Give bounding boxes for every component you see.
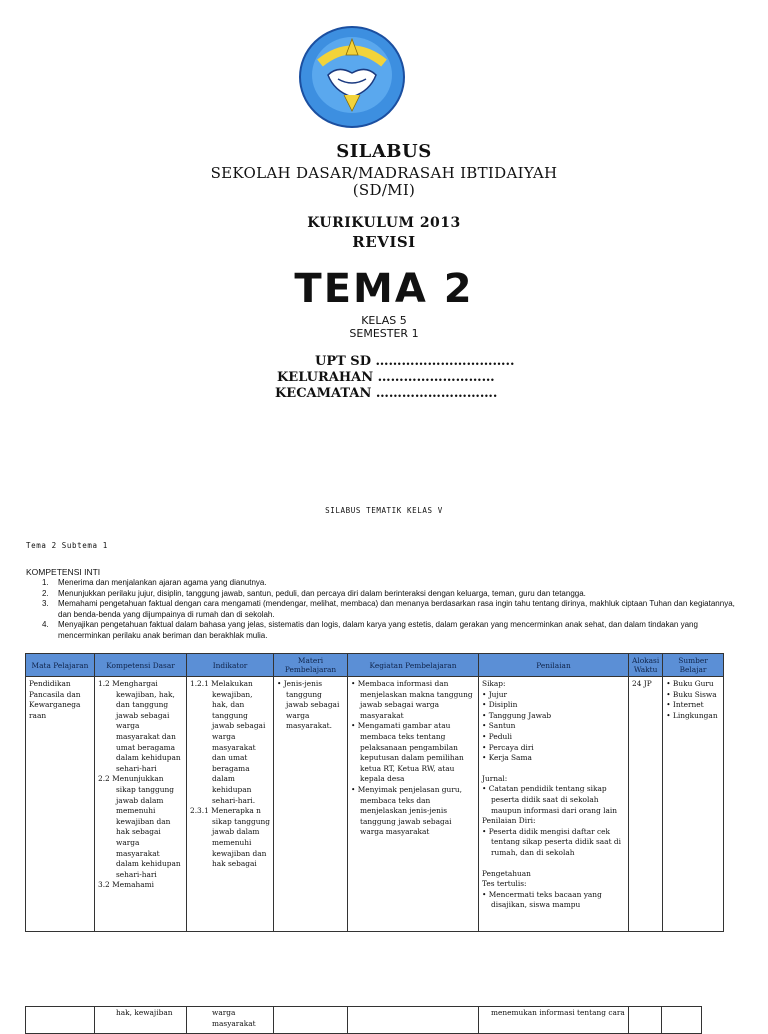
- cont-cell-kd: [95, 1007, 187, 1034]
- diri-label: Penilaian Diri:: [482, 816, 536, 826]
- cont-cell-materi: [274, 1007, 348, 1034]
- list-item: • Disiplin: [482, 700, 518, 710]
- list-item: • Jenis-jenis tanggung jawab sebagai warga masyarakat.: [277, 679, 340, 731]
- list-item: [42, 599, 742, 620]
- kegiatan-text: Menyimak penjelasan guru, membaca teks dan menjelaskan jenis-jenis tanggung jawab sebagai warga masyarakat: [357, 784, 462, 837]
- header-indikator: Indikator: [187, 654, 274, 677]
- sikap-text: Percaya diri: [488, 742, 534, 752]
- curriculum-label: KURIKULUM 2013: [307, 215, 461, 231]
- kd-item: [98, 774, 183, 880]
- kelurahan-field: KELURAHAN ………………………: [277, 370, 495, 385]
- grade-label: KELAS 5: [361, 314, 407, 327]
- syllabus-section-title: SILABUS TEMATIK KELAS V: [325, 506, 443, 515]
- cell-materi: [274, 677, 348, 932]
- list-item: • Lingkungan: [666, 710, 718, 720]
- document-title: SILABUS: [336, 141, 432, 162]
- sumber-text: Buku Siswa: [672, 689, 717, 699]
- indikator-item: [190, 679, 270, 806]
- diri-text: Peserta didik mengisi daftar cek tentang sikap peserta didik saat di rumah, dan di sekolah: [488, 826, 622, 857]
- indikator-number: 1.2.1: [190, 679, 209, 688]
- list-item: • Membaca informasi dan menjelaskan makna tanggung jawab sebagai warga masyarakat: [351, 679, 473, 720]
- core-competency-list: [42, 578, 742, 641]
- kd-number: 1.2: [98, 679, 110, 688]
- list-item: • Percaya diri: [482, 742, 534, 752]
- list-item: • Mencermati teks bacaan yang disajikan, siswa mampu: [482, 889, 602, 910]
- cont-cell-penilaian: [479, 1007, 629, 1034]
- kegiatan-text: Mengamati gambar atau membaca teks tentang pelaksanaan pengambilan keputusan dalam pemilihan ketua RT, Ketua RW, atau kepala desa: [357, 721, 464, 784]
- table-row: [26, 1007, 702, 1034]
- list-item: • Kerja Sama: [482, 753, 532, 763]
- pengetahuan-label: Pengetahuan: [482, 868, 531, 878]
- sikap-text: Santun: [488, 721, 516, 731]
- list-item: • Buku Siswa: [666, 689, 717, 699]
- syllabus-table-continued: [25, 1006, 702, 1034]
- indikator-text: Menerapka n sikap tanggung jawab dalam memenuhi kewajiban dan hak sebagai: [211, 806, 270, 869]
- tut-wuri-handayani-logo: [298, 25, 406, 129]
- cell-indikator: [187, 677, 274, 932]
- subtheme-label: Tema 2 Subtema 1: [26, 541, 108, 550]
- table-header-row: [26, 654, 724, 677]
- kd-text: Menghargai kewajiban, hak, dan tanggung jawab sebagai warga masyarakat dan umat beragama dalam kehidupan sehari-hari: [112, 679, 181, 773]
- list-text: Menunjukkan perilaku jujur, disiplin, tanggung jawab, santun, peduli, dan percaya diri dalam berinteraksi dengan keluarga, teman, guru dan tetangga.: [58, 588, 586, 598]
- school-level: SEKOLAH DASAR/MADRASAH IBTIDAIYAH: [210, 164, 558, 182]
- list-item: [42, 589, 742, 600]
- jurnal-text: Catatan pendidik tentang sikap peserta didik saat di sekolah maupun informasi dari orang lain: [488, 784, 618, 815]
- sumber-text: Buku Guru: [672, 679, 714, 688]
- list-text: Menerima dan menjalankan ajaran agama yang dianutnya.: [58, 578, 267, 587]
- tes-text: Mencermati teks bacaan yang disajikan, siswa mampu: [488, 889, 602, 910]
- header-alokasi: Alokasi Waktu: [629, 654, 663, 677]
- cont-cell-kegiatan: [348, 1007, 479, 1034]
- sikap-label: Sikap:: [482, 679, 506, 688]
- list-item: • Peduli: [482, 731, 512, 741]
- cont-cell-mapel: [26, 1007, 95, 1034]
- cell-kegiatan: [348, 677, 479, 932]
- header-penilaian: Penilaian: [479, 654, 629, 677]
- list-item: [42, 578, 742, 589]
- sikap-text: Tanggung Jawab: [488, 710, 552, 720]
- kd-item: [98, 679, 183, 774]
- core-competency-heading: KOMPETENSI INTI: [26, 567, 101, 577]
- kecamatan-field: KECAMATAN ……………………….: [275, 386, 498, 401]
- materi-text: Jenis-jenis tanggung jawab sebagai warga masyarakat.: [283, 679, 340, 731]
- list-item: • Mengamati gambar atau membaca teks tentang pelaksanaan pengambilan keputusan dalam pemilihan ketua RT, Ketua RW, atau kepala desa: [351, 721, 464, 784]
- kegiatan-text: Membaca informasi dan menjelaskan makna tanggung jawab sebagai warga masyarakat: [357, 679, 473, 720]
- list-text: Menyajikan pengetahuan faktual dalam bahasa yang jelas, sistematis dan logis, dalam karya yang estetis, dalam gerakan yang mencerminkan anak sehat, dan dalam tindakan yang mencerminkan perilaku anak beriman dan berakhlak mulia.: [58, 620, 698, 640]
- header-materi: Materi Pembelajaran: [274, 654, 348, 677]
- semester-label: SEMESTER 1: [349, 327, 419, 340]
- list-item: • Tanggung Jawab: [482, 710, 552, 720]
- cell-sumber: [663, 677, 724, 932]
- cell-penilaian: [479, 677, 629, 932]
- cont-cell-alokasi: [629, 1007, 662, 1034]
- header-kegiatan: Kegiatan Pembelajaran: [348, 654, 479, 677]
- list-item: • Internet: [666, 700, 704, 710]
- list-item: • Santun: [482, 721, 516, 731]
- list-item: • Jujur: [482, 689, 508, 699]
- list-number: 1.: [42, 578, 49, 587]
- header-sumber: Sumber Belajar: [663, 654, 724, 677]
- kd-number: 3.2: [98, 880, 110, 890]
- kd-text: hak, kewajiban: [116, 1008, 173, 1017]
- header-mapel: Mata Pelajaran: [26, 654, 95, 677]
- table-row: [26, 677, 724, 932]
- cell-mapel: Pendidikan Pancasila dan Kewarganega raan: [26, 677, 95, 932]
- list-text: Memahami pengetahuan faktual dengan cara mengamati (mendengar, melihat, membaca) dan menanya berdasarkan rasa ingin tahu tentang dirinya, makhluk ciptaan Tuhan dan kegiatannya, dan benda-benda yang dijumpainya di rumah dan di sekolah.: [58, 599, 735, 619]
- revision-label: REVISI: [352, 233, 416, 251]
- upt-field: UPT SD …………………………..: [315, 354, 515, 369]
- header-kd: Kompetensi Dasar: [95, 654, 187, 677]
- sikap-text: Kerja Sama: [488, 753, 532, 763]
- list-item: • Buku Guru: [666, 679, 714, 688]
- list-item: • Peserta didik mengisi daftar cek tentang sikap peserta didik saat di rumah, dan di sekolah: [482, 826, 622, 857]
- indikator-text: Melakukan kewajiban, hak, dan tanggung jawab sebagai warga masyarakat dan umat beragama dalam kehidupan sehari-hari.: [211, 679, 266, 805]
- list-number: 3.: [42, 599, 49, 608]
- sikap-text: Jujur: [488, 689, 508, 699]
- tes-label: Tes tertulis:: [482, 879, 527, 889]
- kd-text: Menunjukkan sikap tanggung jawab dalam memenuhi kewajiban dan hak sebagai warga masyarakat dalam kehidupan sehari-hari: [112, 774, 181, 879]
- indikator-text: warga masyarakat: [212, 1008, 256, 1028]
- list-item: • Menyimak penjelasan guru, membaca teks dan menjelaskan jenis-jenis tanggung jawab sebagai warga masyarakat: [351, 784, 462, 837]
- school-level-abbr: (SD/MI): [352, 181, 416, 199]
- sikap-text: Peduli: [488, 731, 512, 741]
- penilaian-text: menemukan informasi tentang cara: [491, 1008, 625, 1017]
- syllabus-table: [25, 653, 724, 932]
- cell-kd: [95, 677, 187, 932]
- sumber-text: Internet: [672, 700, 704, 710]
- jurnal-label: Jurnal:: [482, 773, 508, 783]
- list-number: 4.: [42, 620, 49, 629]
- list-item: • Catatan pendidik tentang sikap peserta didik saat di sekolah maupun informasi dari orang lain: [482, 784, 618, 815]
- sikap-text: Disiplin: [488, 700, 518, 710]
- cont-cell-indikator: [187, 1007, 274, 1034]
- cell-alokasi: 24 JP: [629, 677, 663, 932]
- sumber-text: Lingkungan: [672, 710, 718, 720]
- cont-cell-sumber: [662, 1007, 702, 1034]
- kd-item: [98, 880, 183, 891]
- list-number: 2.: [42, 588, 49, 598]
- theme-title: TEMA 2: [294, 266, 474, 312]
- indikator-item: [190, 806, 270, 870]
- indikator-number: 2.3.1: [190, 806, 209, 816]
- list-item: [42, 620, 742, 641]
- kd-text: Memahami: [112, 880, 155, 890]
- kd-number: 2.2: [98, 774, 110, 784]
